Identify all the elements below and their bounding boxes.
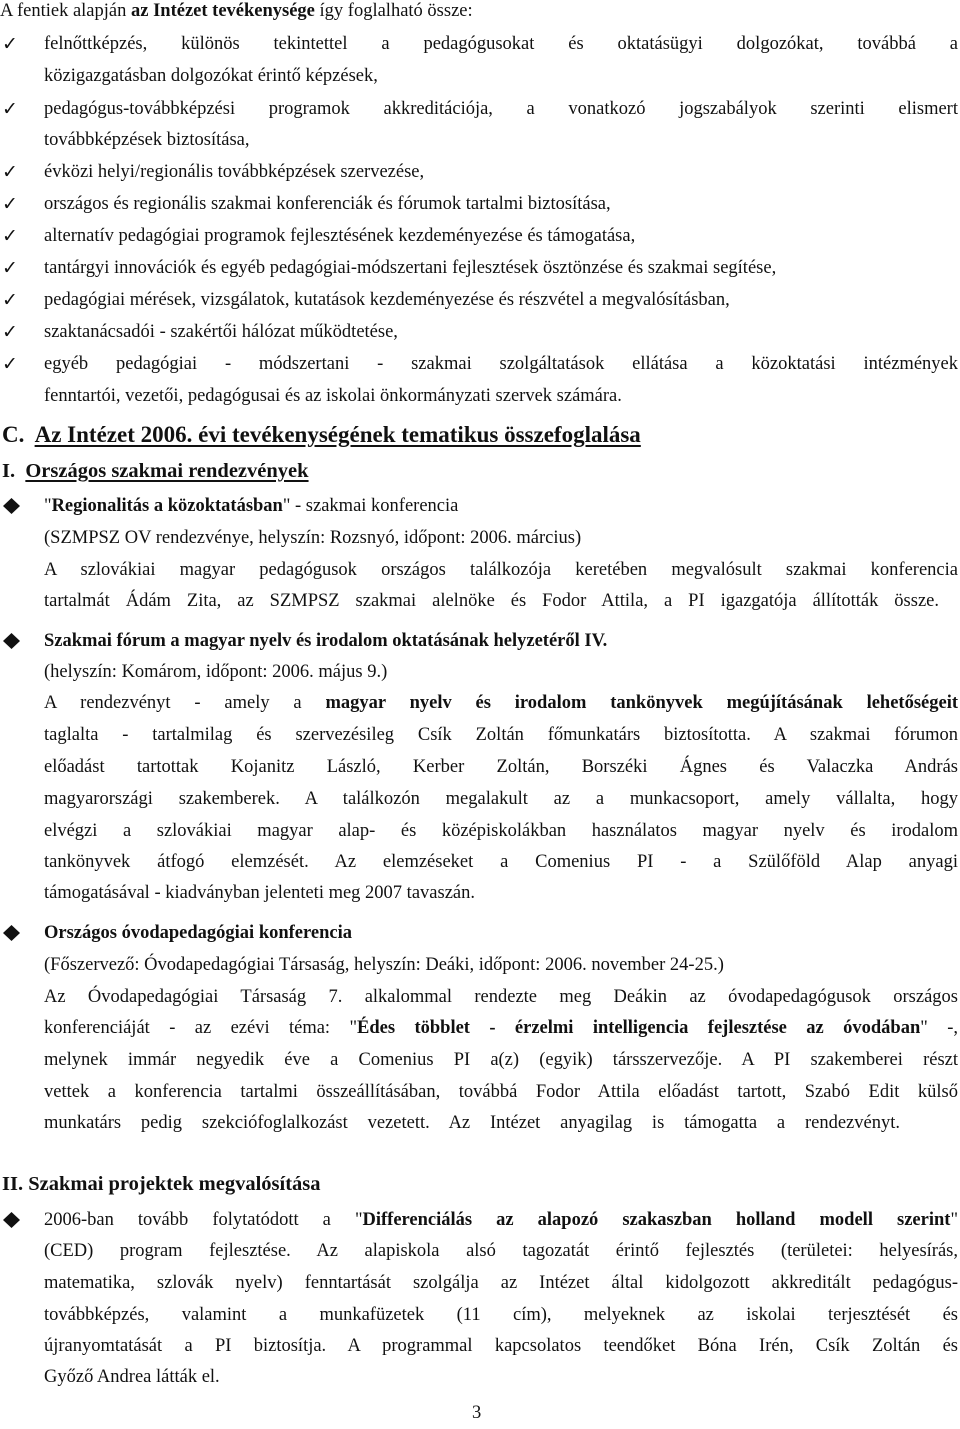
list-item-continuation: továbbképzések biztosítása, xyxy=(44,130,250,150)
checkmark-icon: ✓ xyxy=(2,33,18,55)
intro-line: A fentiek alapján az Intézet tevékenysége így foglalható össze: xyxy=(0,1,473,21)
paragraph-line: 2006-ban tovább folytatódott a "Differenciálás az alapozó szakaszban holland modell szerint" xyxy=(44,1210,958,1230)
checkmark-icon: ✓ xyxy=(2,353,18,375)
section-c-heading: C. Az Intézet 2006. évi tevékenységének tematikus összefoglalása xyxy=(2,422,641,447)
paragraph-line: A szlovákiai magyar pedagógusok országos találkozója keretében megvalósult szakmai konferencia xyxy=(44,560,958,580)
event-meta: (helyszín: Komárom, időpont: 2006. május 9.) xyxy=(44,662,388,682)
paragraph-line: A rendezvényt - amely a magyar nyelv és irodalom tankönyvek megújításának lehetőségeit xyxy=(44,693,959,713)
list-item: tantárgyi innovációk és egyéb pedagógiai-módszertani fejlesztések ösztönzése és szakmai segítése, xyxy=(44,258,777,278)
event-meta: (SZMPSZ OV rendezvénye, helyszín: Rozsnyó, időpont: 2006. március) xyxy=(44,528,582,548)
intro-bold: az Intézet tevékenysége xyxy=(131,1,315,21)
list-item-continuation: fenntartói, vezetői, pedagógusai és az iskolai önkormányzati szervek számára. xyxy=(44,386,622,406)
paragraph-line: tankönyvek átfogó elemzését. Az elemzéseket a Comenius PI - a Szülőföld Alap anyagi xyxy=(44,852,958,872)
paragraph-line: (CED) program fejlesztése. Az alapiskola alsó tagozatát érintő fejlesztés (területei: helyesírás, xyxy=(44,1241,958,1261)
event-title: "Regionalitás a közoktatásban" - szakmai konferencia xyxy=(44,496,459,516)
paragraph-line: taglalta - tartalmilag és szervezésileg Csík Zoltán főmunkatárs biztosította. A szakmai fórumon xyxy=(44,725,958,745)
checkmark-icon: ✓ xyxy=(2,289,18,311)
checkmark-icon: ✓ xyxy=(2,321,18,343)
section-2-heading: II. Szakmai projektek megvalósítása xyxy=(2,1173,321,1195)
diamond-bullet-icon xyxy=(2,630,21,652)
paragraph-line: tartalmát Ádám Zita, az SZMPSZ szakmai alelnöke és Fodor Attila, a PI igazgatója állították össze. xyxy=(44,591,939,611)
checkmark-icon: ✓ xyxy=(2,257,18,279)
paragraph-line: vettek a konferencia tartalmi összeállításában, továbbá Fodor Attila előadást tartott, Szabó Edit külső xyxy=(44,1082,958,1102)
event-meta: (Főszervező: Óvodapedagógiai Társaság, helyszín: Deáki, időpont: 2006. november 24-25.) xyxy=(44,955,724,975)
list-item: felnőttképzés, különös tekintettel a pedagógusokat és oktatásügyi dolgozókat, továbbá a xyxy=(44,34,958,54)
section-1-heading: I. Országos szakmai rendezvények xyxy=(2,460,309,482)
paragraph-line: támogatásával - kiadványban jelenteti meg 2007 tavaszán. xyxy=(44,883,475,903)
checkmark-icon: ✓ xyxy=(2,161,18,183)
checkmark-icon: ✓ xyxy=(2,225,18,247)
list-item: alternatív pedagógiai programok fejlesztésének kezdeményezése és támogatása, xyxy=(44,226,636,246)
paragraph-line: továbbképzés, valamint a munkafüzetek (11 cím), melyeknek az iskolai terjesztését és xyxy=(44,1305,958,1325)
paragraph-line: Az Óvodapedagógiai Társaság 7. alkalommal rendezte meg Deákin az óvodapedagógusok országos xyxy=(44,987,958,1007)
paragraph-line: magyarországi szakemberek. A találkozón megalakult az a munkacsoport, amely vállalta, hogy xyxy=(44,789,958,809)
event-title: Szakmai fórum a magyar nyelv és irodalom oktatásának helyzetéről IV. xyxy=(44,631,608,651)
list-item: pedagógus-továbbképzési programok akkreditációja, a vonatkozó jogszabályok szerinti elismert xyxy=(44,99,958,119)
diamond-bullet-icon xyxy=(2,495,21,517)
paragraph-line: konferenciáját - az ezévi téma: "Édes többlet - érzelmi intelligencia fejlesztése az óvodában" -, xyxy=(44,1018,958,1038)
list-item-continuation: közigazgatásban dolgozókat érintő képzések, xyxy=(44,66,378,86)
paragraph-line: melynek immár negyedik éve a Comenius PI a(z) (egyik) társszervezője. A PI szakemberei részt xyxy=(44,1050,958,1070)
paragraph-line: munkatárs pedig szekciófoglalkozást vezetett. Az Intézet anyagilag is támogatta a rendezvényt. xyxy=(44,1113,900,1133)
page-number: 3 xyxy=(472,1403,482,1423)
event-title: Országos óvodapedagógiai konferencia xyxy=(44,923,352,943)
paragraph-line: matematika, szlovák nyelv) fenntartását szolgálja az Intézet által kidolgozott akkreditált pedagógus- xyxy=(44,1273,958,1293)
checkmark-icon: ✓ xyxy=(2,193,18,215)
list-item: pedagógiai mérések, vizsgálatok, kutatások kezdeményezése és részvétel a megvalósításban, xyxy=(44,290,730,310)
paragraph-line: előadást tartottak Kojanitz László, Kerber Zoltán, Borszéki Ágnes és Valaczka András xyxy=(44,757,958,777)
paragraph-line: újranyomtatását a PI biztosítja. A programmal kapcsolatos teendőket Bóna Irén, Csík Zoltán és xyxy=(44,1336,958,1356)
diamond-bullet-icon xyxy=(2,922,21,944)
list-item: egyéb pedagógiai - módszertani - szakmai szolgáltatások ellátása a közoktatási intézmények xyxy=(44,354,958,374)
list-item: szaktanácsadói - szakértői hálózat működtetése, xyxy=(44,322,398,342)
diamond-bullet-icon xyxy=(2,1209,21,1231)
list-item: évközi helyi/regionális továbbképzések szervezése, xyxy=(44,162,425,182)
list-item: országos és regionális szakmai konferenciák és fórumok tartalmi biztosítása, xyxy=(44,194,611,214)
checkmark-icon: ✓ xyxy=(2,98,18,120)
paragraph-line: Győző Andrea látták el. xyxy=(44,1367,220,1387)
paragraph-line: elvégzi a szlovákiai magyar alap- és középiskolákban használatos magyar nyelv és irodalom xyxy=(44,821,958,841)
